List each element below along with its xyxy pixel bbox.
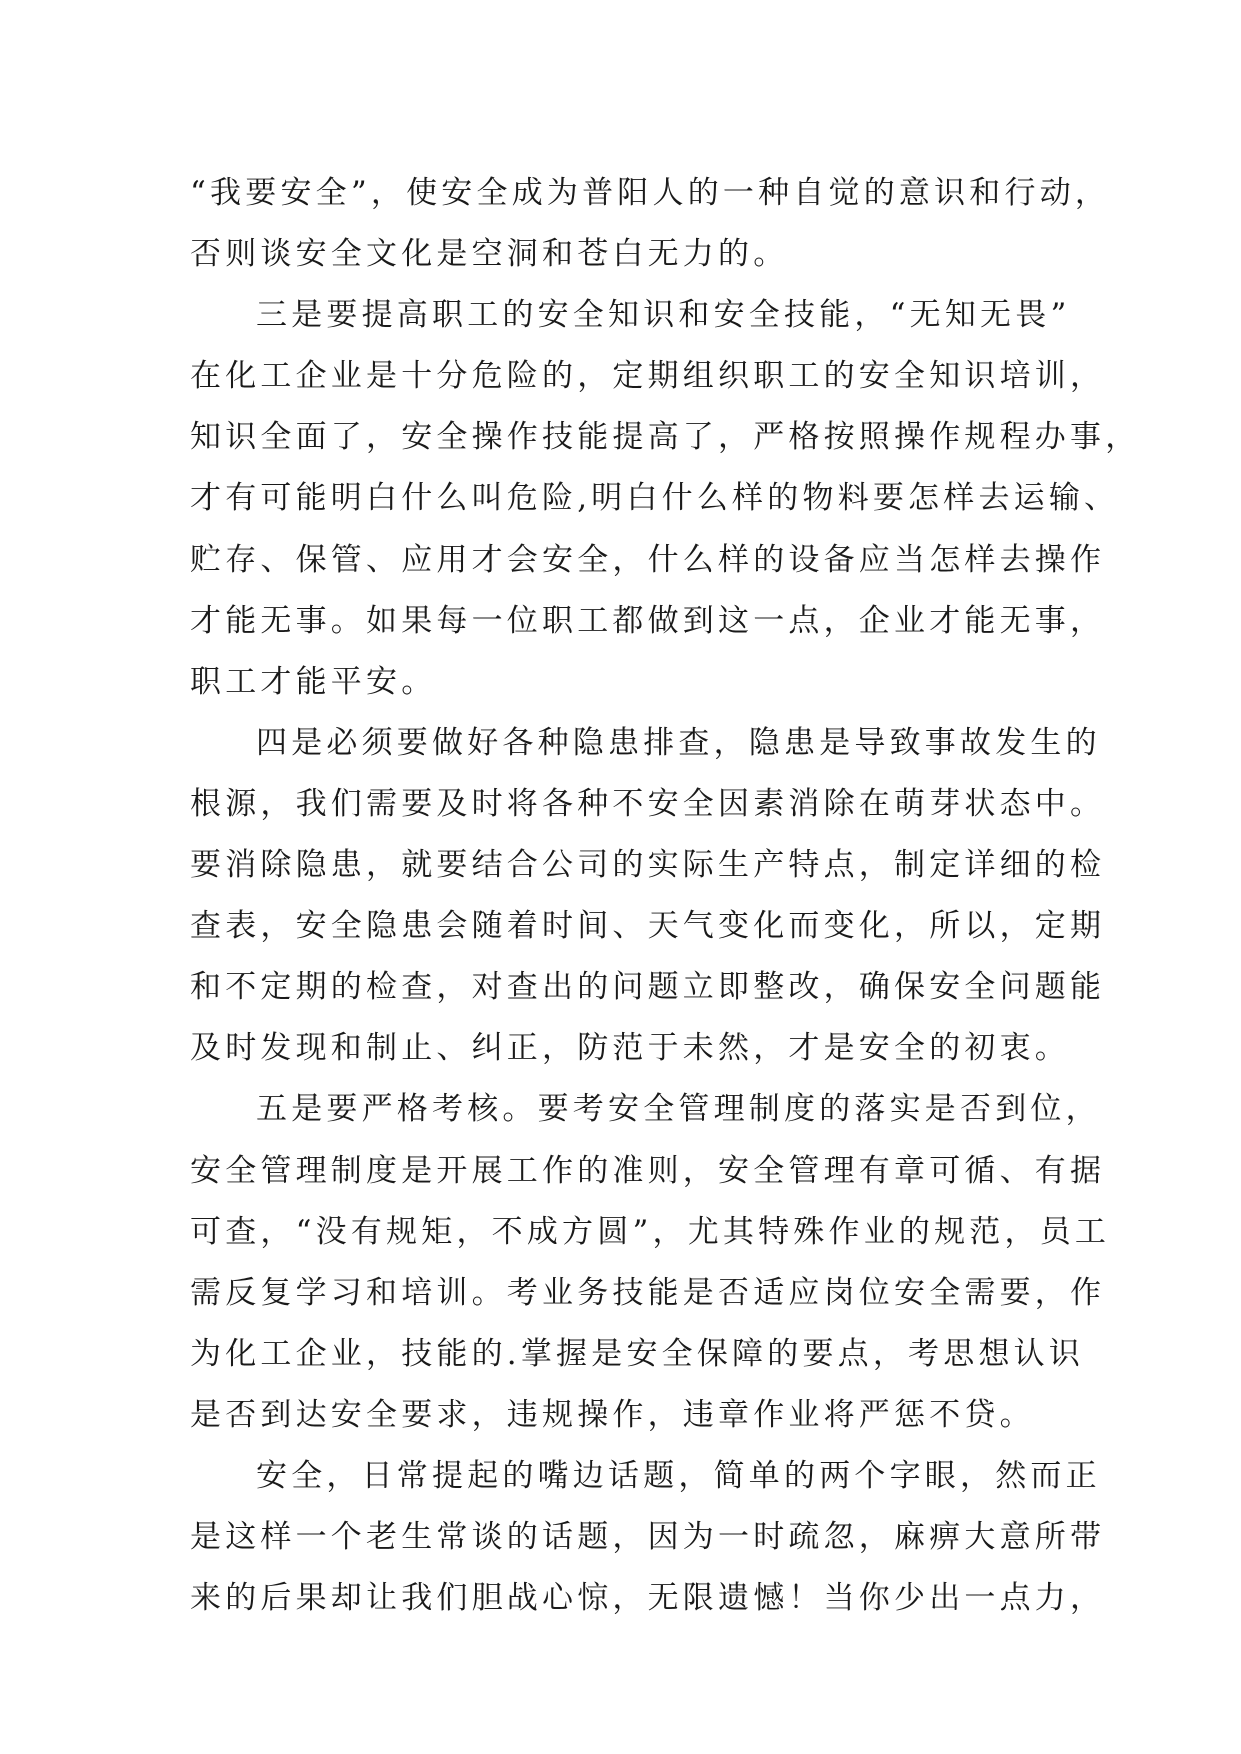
text-line: 要消除隐患，就要结合公司的实际生产特点，制定详细的检	[190, 847, 1106, 884]
text-line: 和不定期的检查，对查出的问题立即整改，确保安全问题能	[190, 969, 1106, 1006]
text-line: 及时发现和制止、纠正，防范于未然，才是安全的初衷。	[190, 1030, 1070, 1067]
text-line: 贮存、保管、应用才会安全，什么样的设备应当怎样去操作	[190, 541, 1106, 578]
text-line: 来的后果却让我们胆战心惊，无限遗憾！当你少出一点力，	[190, 1580, 1106, 1617]
text-line: 知识全面了，安全操作技能提高了，严格按照操作规程办事，	[190, 419, 1141, 456]
text-line: 根源，我们需要及时将各种不安全因素消除在萌芽状态中。	[190, 785, 1106, 822]
text-line: 才能无事。如果每一位职工都做到这一点，企业才能无事，	[190, 602, 1106, 639]
text-line: 安全，日常提起的嘴边话题，简单的两个字眼，然而正	[256, 1457, 1101, 1494]
document-body	[190, 163, 1141, 1629]
text-line: 是这样一个老生常谈的话题，因为一时疏忽，麻痹大意所带	[190, 1519, 1106, 1556]
text-line: 才有可能明白什么叫危险,明白什么样的物料要怎样去运输、	[190, 480, 1120, 517]
text-line: 职工才能平安。	[190, 663, 437, 700]
text-line: 查表，安全隐患会随着时间、天气变化而变化，所以，定期	[190, 908, 1106, 945]
text-line: 需反复学习和培训。考业务技能是否适应岗位安全需要，作	[190, 1274, 1106, 1311]
text-line: 三是要提高职工的安全知识和安全技能，“无知无畏”	[256, 297, 1071, 334]
text-line: 安全管理制度是开展工作的准则，安全管理有章可循、有据	[190, 1152, 1106, 1189]
text-line: 在化工企业是十分危险的，定期组织职工的安全知识培训，	[190, 358, 1106, 395]
text-line: 为化工企业，技能的.掌握是安全保障的要点，考思想认识	[190, 1335, 1085, 1372]
text-line: 四是必须要做好各种隐患排查，隐患是导致事故发生的	[256, 724, 1101, 761]
text-line: 是否到达安全要求，违规操作，违章作业将严惩不贷。	[190, 1396, 1035, 1433]
text-line: “我要安全”，使安全成为普阳人的一种自觉的意识和行动，	[190, 175, 1111, 211]
text-line: 可查，“没有规矩，不成方圆”，尤其特殊作业的规范，员工	[190, 1213, 1111, 1250]
text-line: 五是要严格考核。要考安全管理制度的落实是否到位，	[256, 1091, 1101, 1128]
text-line: 否则谈安全文化是空洞和苍白无力的。	[190, 236, 789, 273]
